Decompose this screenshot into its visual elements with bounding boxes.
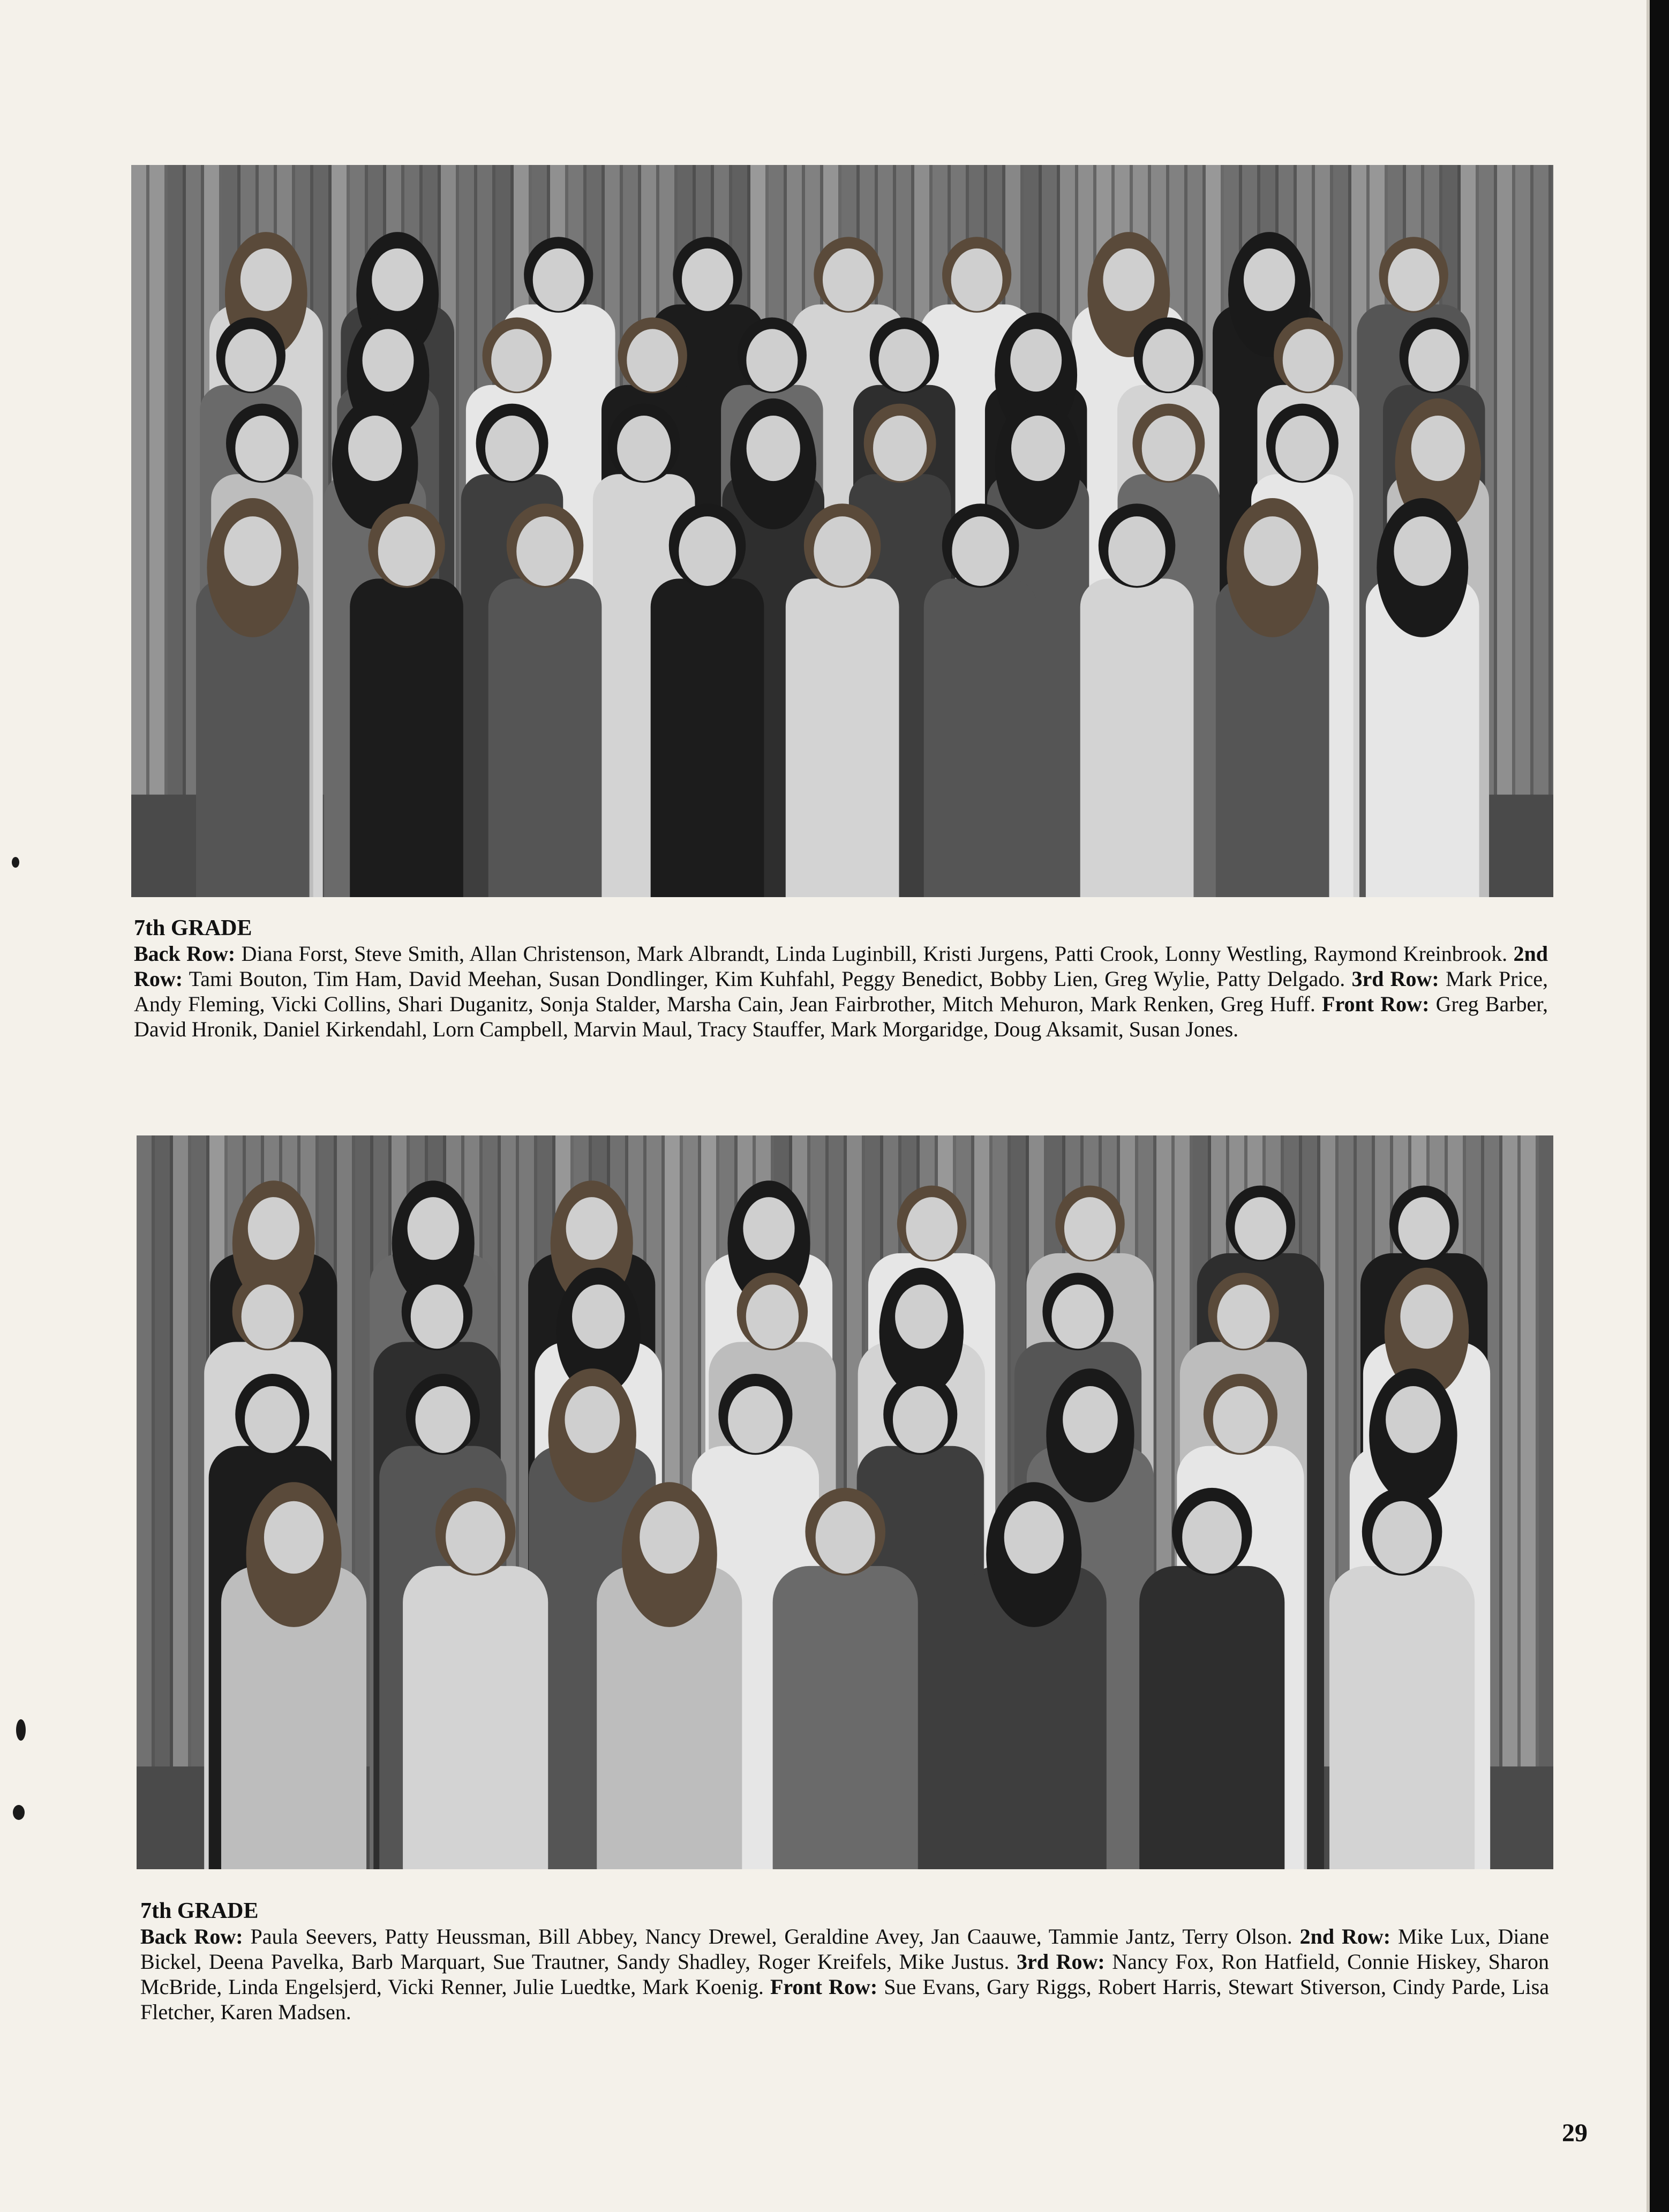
row-names-front: Sue Evans, Gary Riggs, Robert Harris, Stewart Stiverson, Cindy Parde, Lisa Fletcher, Karen Madsen. bbox=[140, 1975, 1550, 2024]
caption-body bbox=[140, 1924, 1549, 2024]
caption-heading: 7th GRADE bbox=[134, 916, 252, 941]
photo-2-caption bbox=[140, 1899, 1549, 2025]
row-names-2nd: Mike Lux, Diane Bickel, Deena Pavelka, Barb Marquart, Sue Trautner, Sandy Shadley, Roger Kreifels, Mike Justus. bbox=[140, 1924, 1550, 1974]
row-label-back: Back Row: bbox=[134, 942, 236, 966]
caption-heading: 7th GRADE bbox=[140, 1899, 259, 1923]
binding-hole bbox=[16, 1719, 26, 1741]
class-photo-2 bbox=[137, 1135, 1553, 1869]
row-names-3rd: Nancy Fox, Ron Hatfield, Connie Hiskey, Sharon McBride, Linda Engelsjerd, Vicki Renner, Julie Luedtke, Mark Koenig. bbox=[140, 1950, 1550, 1999]
row-names-back: Paula Seevers, Patty Heussman, Bill Abbey, Nancy Drewel, Geraldine Avey, Jan Caauwe, Tammie Jantz, Terry Olson. bbox=[243, 1924, 1300, 1948]
row-label-2nd: 2nd Row: bbox=[134, 942, 1548, 991]
page-number: 29 bbox=[1562, 2119, 1588, 2147]
row-label-front: Front Row: bbox=[770, 1975, 878, 1999]
caption-body bbox=[134, 942, 1548, 1041]
row-names-3rd: Mark Price, Andy Fleming, Vicki Collins, Shari Duganitz, Sonja Stalder, Marsha Cain, Jean Fairbrother, Mitch Mehuron, Mark Renken, Greg Huff. bbox=[134, 967, 1548, 1016]
row-label-2nd: 2nd Row: bbox=[1299, 1924, 1391, 1948]
row-label-3rd: 3rd Row: bbox=[1351, 967, 1439, 991]
binding-hole bbox=[13, 1805, 25, 1820]
row-label-back: Back Row: bbox=[140, 1924, 243, 1948]
class-photo-1 bbox=[131, 165, 1553, 897]
row-names-2nd: Tami Bouton, Tim Ham, David Meehan, Susan Dondlinger, Kim Kuhfahl, Peggy Benedict, Bobby Lien, Greg Wylie, Patty Delgado. bbox=[183, 967, 1352, 991]
group-photo-image bbox=[131, 165, 1553, 897]
row-label-front: Front Row: bbox=[1322, 992, 1430, 1016]
group-photo-image bbox=[137, 1135, 1553, 1869]
row-label-3rd: 3rd Row: bbox=[1016, 1950, 1105, 1974]
binding-hole bbox=[12, 857, 19, 868]
photo-1-caption bbox=[134, 916, 1548, 1042]
row-names-back: Diana Forst, Steve Smith, Allan Christenson, Mark Albrandt, Linda Luginbill, Kristi Jurgens, Patti Crook, Lonny Westling, Raymond Kreinbrook. bbox=[235, 942, 1514, 966]
row-names-front: Greg Barber, David Hronik, Daniel Kirkendahl, Lorn Campbell, Marvin Maul, Tracy Stauffer, Mark Morgaridge, Doug Aksamit, Susan Jones. bbox=[134, 992, 1548, 1041]
